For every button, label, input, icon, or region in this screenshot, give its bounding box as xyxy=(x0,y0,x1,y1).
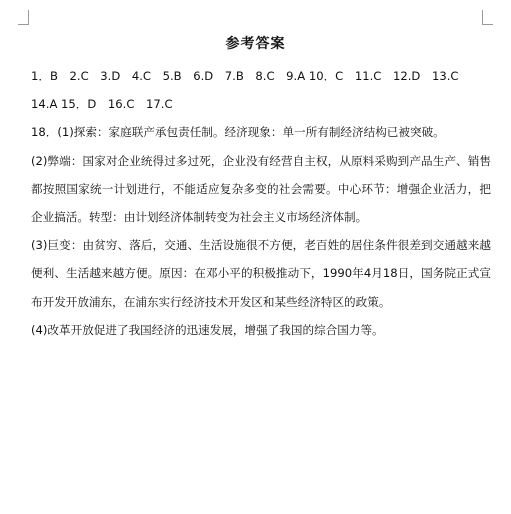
choice-answers-line-2: 14.A 15．D 16.C 17.C xyxy=(31,97,173,112)
document-title: 参考答案 xyxy=(225,36,286,52)
choice-answers-line-1: 1．B 2.C 3.D 4.C 5.B 6.D 7.B 8.C 9.A 10．C 11.C 12.D 13.C xyxy=(31,69,459,83)
page-corner-mark-left xyxy=(18,10,29,25)
answer-18-part-2: (2)弊端：国家对企业统得过多过死，企业没有经营自主权，从原料采购到产品生产、销售都按照国家统一计划进行，不能适应复杂多变的社会需要。中心环节：增强企业活力，把企业搞活。转型：由计划经济体制转变为社会主义市场经济体制。 xyxy=(31,153,491,224)
document-body xyxy=(31,62,491,344)
answer-18-part-3: (3)巨变：由贫穷、落后，交通、生活设施很不方便，老百姓的居住条件很差到交通越来越便利、生活越来越方便。原因：在邓小平的积极推动下，1990年4月18日，国务院正式宣布开发开放浦东，在浦东实行经济技术开发区和某些经济特区的政策。 xyxy=(31,238,491,309)
page-corner-mark-right xyxy=(482,10,493,25)
answer-18-part-4: (4)改革开放促进了我国经济的迅速发展，增强了我国的综合国力等。 xyxy=(31,322,384,337)
answer-18-part-1: 18．(1)探索：家庭联产承包责任制。经济现象：单一所有制经济结构已被突破。 xyxy=(31,125,445,140)
